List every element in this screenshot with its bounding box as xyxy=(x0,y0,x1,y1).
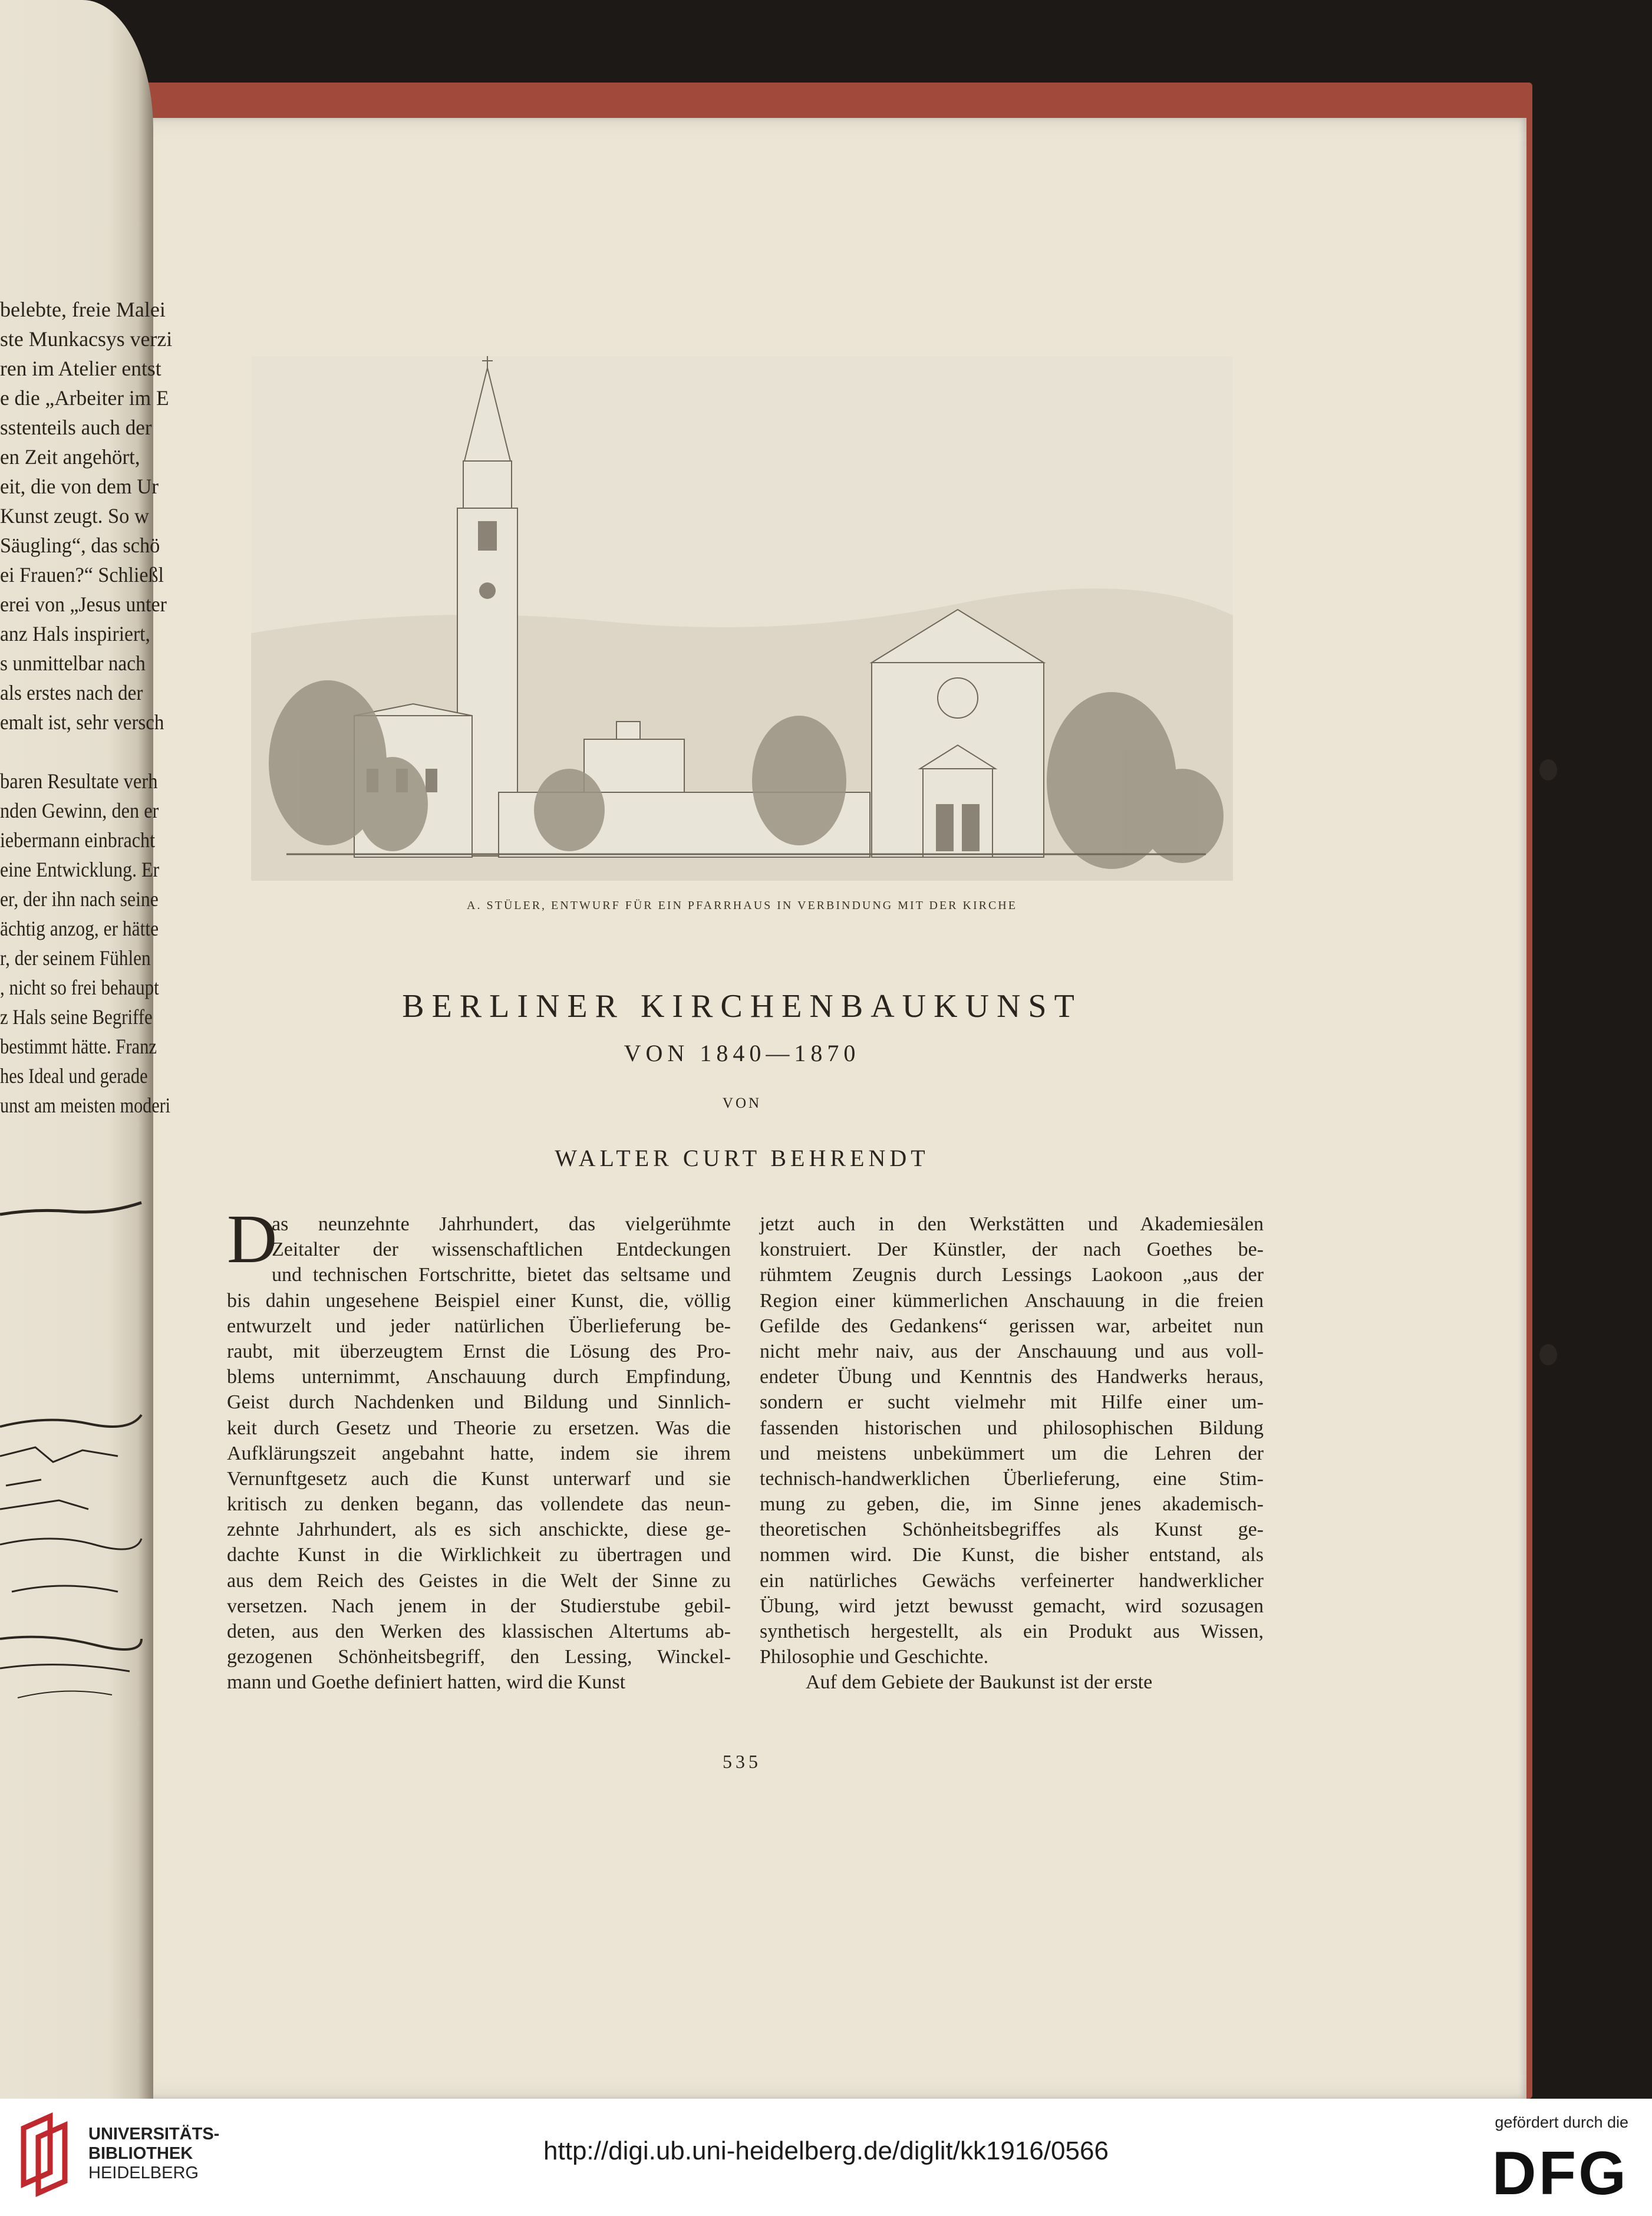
left-page-line: iebermann einbracht xyxy=(0,828,156,852)
byline-prefix: VON xyxy=(722,1095,762,1111)
text-line: jetzt auch in den Werkstätten und Akademiesälen xyxy=(760,1213,1264,1235)
text-line: ein natürliches Gewächs verfeinerter handwerklicher xyxy=(760,1569,1264,1592)
left-page-sketch xyxy=(0,1179,141,1745)
text-line: Geist durch Nachdenken und Bildung und Sinnlich- xyxy=(227,1391,731,1414)
text-column-right xyxy=(760,1211,1264,1695)
text-line: mann und Goethe definiert hatten, wird die Kunst xyxy=(227,1671,626,1694)
text-line: versetzen. Nach jenem in der Studierstube gebil- xyxy=(227,1595,731,1617)
left-page-line: erei von „Jesus unter xyxy=(0,592,167,616)
text-line: zehnte Jahrhundert, als es sich anschickte, diese ge- xyxy=(227,1519,731,1541)
text-line: aus dem Reich des Geistes in die Welt der Sinne zu xyxy=(227,1569,731,1592)
left-page-line: bestimmt hätte. Franz xyxy=(0,1035,157,1058)
text-line: Zeitalter der wissenschaftlichen Entdeckungen xyxy=(272,1239,731,1261)
text-line: keit durch Gesetz und Theorie zu ersetzen. Was die xyxy=(227,1417,731,1439)
left-page-line: anz Hals inspiriert, xyxy=(0,622,150,646)
left-page-line: emalt ist, sehr versch xyxy=(0,710,164,734)
article-subtitle: VON 1840—1870 xyxy=(624,1040,860,1066)
text-line: Gefilde des Gedankens“ gerissen war, arbeitet nun xyxy=(760,1315,1264,1337)
left-page-line xyxy=(0,737,116,766)
drop-cap: D xyxy=(227,1200,278,1277)
left-page xyxy=(0,0,173,2099)
text-line: as neunzehnte Jahrhundert, das vielgerühmte xyxy=(272,1213,731,1235)
left-page-line: Säugling“, das schö xyxy=(0,534,160,557)
text-line: sondern er sucht vielmehr mit Hilfe einer um- xyxy=(760,1391,1264,1414)
left-page-text xyxy=(0,295,173,1120)
text-line: nommen wird. Die Kunst, die bisher entstand, als xyxy=(760,1544,1264,1566)
left-page-line: eit, die von dem Ur xyxy=(0,475,159,498)
text-line: Region einer kümmerlichen Anschauung in die freien xyxy=(760,1289,1264,1312)
text-line: deten, aus den Werken des klassischen Altertums ab- xyxy=(227,1621,731,1642)
text-line: entwurzelt und jeder natürlichen Überlieferung be- xyxy=(227,1315,731,1337)
left-page-line: ste Munkacsys verzi xyxy=(0,327,173,351)
left-page-line: s unmittelbar nach xyxy=(0,651,146,675)
left-page-line: Kunst zeugt. So w xyxy=(0,504,149,528)
text-line: synthetisch hergestellt, als ein Produkt aus Wissen, xyxy=(760,1621,1264,1642)
left-page-line: en Zeit angehört, xyxy=(0,445,140,469)
text-line: gezogenen Schönheitsbegriff, den Lessing, Winckel- xyxy=(227,1646,731,1668)
text-line: dachte Kunst in die Wirklichkeit zu übertragen und xyxy=(227,1544,731,1566)
left-page-line: hes Ideal und gerade xyxy=(0,1064,148,1088)
text-line: nicht mehr naiv, aus der Anschauung und aus voll- xyxy=(760,1340,1264,1362)
left-page-line: e die „Arbeiter im E xyxy=(0,386,169,410)
left-page-line: eine Entwicklung. Er xyxy=(0,858,160,881)
text-line: Philosophie und Geschichte. xyxy=(760,1646,989,1668)
library-name: UNIVERSITÄTS- BIBLIOTHEK HEIDELBERG xyxy=(88,2125,220,2182)
text-line: konstruiert. Der Künstler, der nach Goethes be- xyxy=(760,1239,1264,1261)
left-page-line: r, der seinem Fühlen xyxy=(0,946,151,970)
text-line: Aufklärungszeit angebahnt hatte, indem sie ihrem xyxy=(227,1442,731,1464)
text-line: und meistens unbekümmert um die Lehren der xyxy=(760,1442,1264,1464)
left-page-line: als erstes nach der xyxy=(0,681,143,704)
dfg-logo: DFG xyxy=(1492,2139,1628,2208)
text-line: Übung, wird jetzt bewusst gemacht, wird sozusagen xyxy=(760,1595,1264,1617)
text-line: kritisch zu denken begann, das vollendete das neun- xyxy=(227,1493,731,1516)
book-clasp-bottom xyxy=(1539,1344,1557,1365)
book-clasp-top xyxy=(1539,759,1557,781)
left-page-line: baren Resultate verh xyxy=(0,769,158,793)
text-line: raubt, mit überzeugtem Ernst die Lösung des Pro- xyxy=(227,1340,731,1362)
funded-by-text: gefördert durch die xyxy=(1495,2113,1628,2131)
left-page-line: z Hals seine Begriffe xyxy=(0,1005,153,1029)
left-page-line: sstenteils auch der xyxy=(0,416,152,439)
figure-caption: A. STÜLER, ENTWURF FÜR EIN PFARRHAUS IN VERBINDUNG MIT DER KIRCHE xyxy=(467,899,1017,912)
text-line: rühmtem Zeugnis durch Lessings Laokoon „aus der xyxy=(760,1264,1264,1286)
text-line: technisch-handwerklichen Überlieferung, eine Stim- xyxy=(760,1467,1264,1490)
text-line: Vernunftgesetz auch die Kunst unterwarf und sie xyxy=(227,1467,731,1490)
article-author: WALTER CURT BEHRENDT xyxy=(555,1145,929,1171)
text-line: blems unternimmt, Anschauung durch Empfindung, xyxy=(227,1366,731,1388)
text-column-left xyxy=(227,1200,731,1695)
left-page-line: er, der ihn nach seine xyxy=(0,887,159,911)
permalink-url[interactable]: http://digi.ub.uni-heidelberg.de/diglit/kk1916/0566 xyxy=(543,2136,1109,2165)
article-title: BERLINER KIRCHENBAUKUNST xyxy=(402,988,1082,1025)
text-line: fassenden historischen und philosophischen Bildung xyxy=(760,1417,1264,1439)
text-line: Auf dem Gebiete der Baukunst ist der erste xyxy=(806,1671,1153,1694)
left-page-line: , nicht so frei behaupt xyxy=(0,976,159,999)
left-page-line: belebte, freie Malei xyxy=(0,298,166,321)
left-page-line: ächtig anzog, er hätte xyxy=(0,917,159,940)
text-line: bis dahin ungesehene Beispiel einer Kunst, die, völlig xyxy=(227,1289,731,1312)
left-page-line: ei Frauen?“ Schließl xyxy=(0,563,164,587)
text-line: und technischen Fortschritte, bietet das seltsame und xyxy=(272,1264,731,1286)
text-line: theoretischen Schönheitsbegriffes als Kunst ge- xyxy=(760,1519,1264,1541)
left-page-line: nden Gewinn, den er xyxy=(0,799,159,822)
text-line: mung zu geben, die, im Sinne jenes akademisch- xyxy=(760,1493,1264,1516)
left-page-line: unst am meisten moderi xyxy=(0,1094,171,1117)
church-illustration xyxy=(251,356,1233,881)
text-line: endeter Übung und Kenntnis des Handwerks heraus, xyxy=(760,1366,1264,1388)
left-page-line: ren im Atelier entst xyxy=(0,357,161,380)
page-number: 535 xyxy=(723,1751,761,1772)
